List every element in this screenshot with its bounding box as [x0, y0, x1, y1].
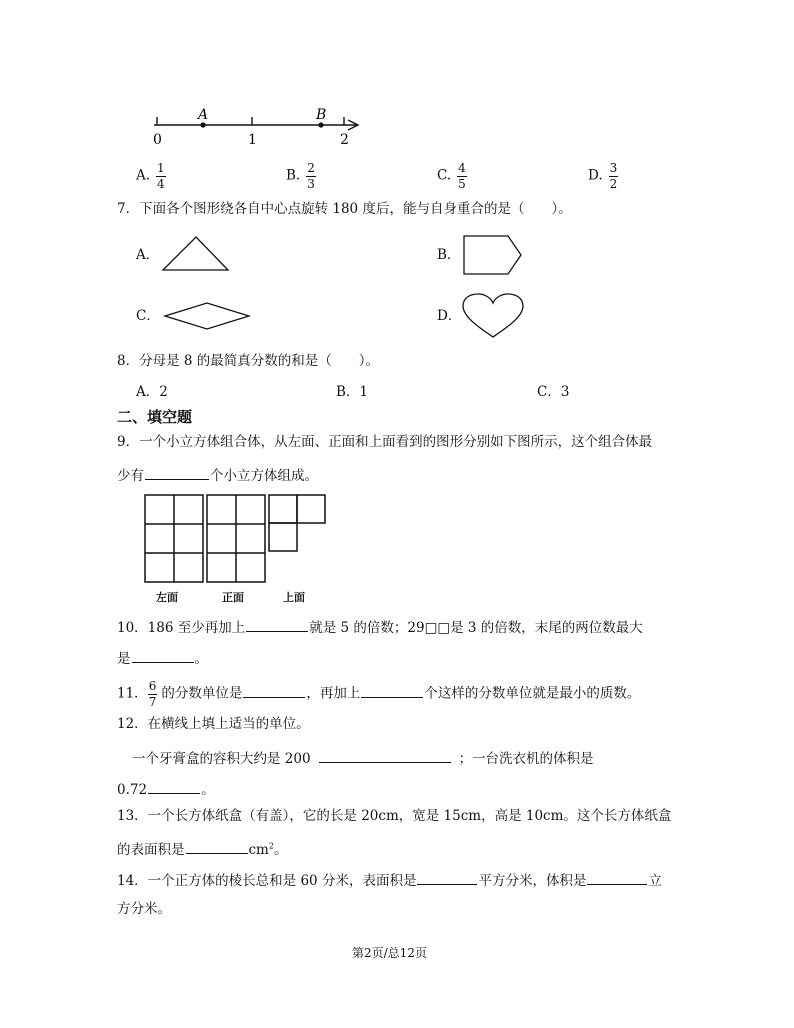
- answer-blank[interactable]: [361, 685, 423, 698]
- q12-line3: 0.72 。: [117, 782, 215, 798]
- point-a-label: A: [198, 107, 209, 123]
- q8-option-c[interactable]: C．3: [537, 384, 570, 400]
- q8-option-b[interactable]: B．1: [336, 384, 369, 400]
- q12-stem: 12．在横线上填上适当的单位。: [117, 716, 310, 732]
- q8-stem: 8．分母是 8 的最简真分数的和是（ ）。: [117, 353, 380, 369]
- fraction: $\frac{1}{4}$: [157, 161, 165, 191]
- q6-option-d[interactable]: [588, 162, 618, 190]
- triangle-shape: [160, 234, 232, 274]
- q6-option-c[interactable]: [437, 162, 467, 190]
- fraction: $\frac{6}{7}$: [148, 679, 157, 709]
- number-line: [140, 100, 380, 150]
- pentagon-shape: [461, 233, 525, 277]
- front-view-grid: [207, 495, 265, 582]
- q10-line2: 是 。: [117, 651, 208, 667]
- answer-blank[interactable]: [148, 781, 200, 794]
- q7-option-a[interactable]: [136, 249, 159, 263]
- fraction: $\frac{4}{5}$: [458, 161, 466, 191]
- q13-line2: 的表面积是 $cm^2$。: [117, 841, 288, 858]
- top-view-label: 上面: [283, 591, 305, 604]
- point-b-label: B: [316, 107, 327, 123]
- option-letter: D．: [437, 308, 462, 324]
- answer-blank[interactable]: [417, 872, 477, 885]
- answer-blank[interactable]: [132, 650, 194, 663]
- point-a-dot: [200, 122, 205, 127]
- option-letter: D.: [588, 167, 603, 184]
- q7-option-c[interactable]: [136, 310, 160, 324]
- answer-blank[interactable]: [587, 872, 647, 885]
- answer-blank[interactable]: [186, 841, 248, 854]
- option-letter: A．: [136, 247, 160, 263]
- answer-blank[interactable]: [319, 750, 451, 763]
- heart-shape: [460, 292, 526, 340]
- page-number: 第2页/总12页: [352, 946, 427, 960]
- q9-line1: 9．一个小立方体组合体，从左面、正面和上面看到的图形分别如下图所示，这个组合体最: [117, 434, 653, 450]
- option-letter: C.: [437, 167, 452, 184]
- left-view-label: 左面: [156, 591, 178, 604]
- q7-stem: 7．下面各个图形绕各自中心点旋转 180 度后，能与自身重合的是（ ）。: [117, 201, 572, 217]
- q7-option-b[interactable]: [437, 249, 460, 263]
- q12-line2: 一个牙膏盒的容积大约是 200 ；一台洗衣机的体积是: [132, 751, 594, 767]
- option-letter: C．: [136, 308, 160, 324]
- fraction: $\frac{2}{3}$: [307, 161, 315, 191]
- q10-line1: 10．186 至少再加上 就是 5 的倍数；29□□是 3 的倍数，末尾的两位数最大: [117, 620, 643, 636]
- q6-option-a[interactable]: [136, 162, 166, 190]
- tick-label-0: 0: [153, 132, 162, 148]
- q14-line1: 14．一个正方体的棱长总和是 60 分米，表面积是 平方分米，体积是 立: [117, 873, 662, 889]
- rhombus-shape: [162, 300, 252, 332]
- option-letter: B．: [437, 247, 461, 263]
- answer-blank[interactable]: [243, 685, 305, 698]
- tick-label-2: 2: [340, 132, 349, 148]
- front-view-label: 正面: [222, 591, 244, 604]
- point-b-dot: [318, 122, 323, 127]
- q11-line: 11． $\frac{6}{7}$ 的分数单位是 ，再加上 个这样的分数单位就是最小的质数。: [117, 679, 641, 709]
- view-grids: [142, 492, 332, 587]
- left-view-grid: [145, 495, 203, 582]
- q9-line2: 少有 个小立方体组成。: [117, 468, 318, 484]
- answer-blank[interactable]: [246, 619, 308, 632]
- q8-option-a[interactable]: A．2: [136, 384, 168, 400]
- option-letter: B.: [286, 167, 301, 184]
- q14-line2: 方分米。: [117, 901, 171, 917]
- section-heading: 二、填空题: [117, 408, 193, 426]
- q7-option-d[interactable]: [437, 310, 461, 324]
- answer-blank[interactable]: [145, 467, 209, 480]
- q6-option-b[interactable]: [286, 162, 316, 190]
- q13-line1: 13．一个长方体纸盒（有盖），它的长是 20cm，宽是 15cm，高是 10cm。这个长方体纸盒: [117, 808, 672, 824]
- option-letter: A.: [136, 167, 151, 184]
- fraction: $\frac{3}{2}$: [609, 161, 618, 191]
- tick-label-1: 1: [248, 132, 257, 148]
- top-view-grid: [269, 495, 325, 551]
